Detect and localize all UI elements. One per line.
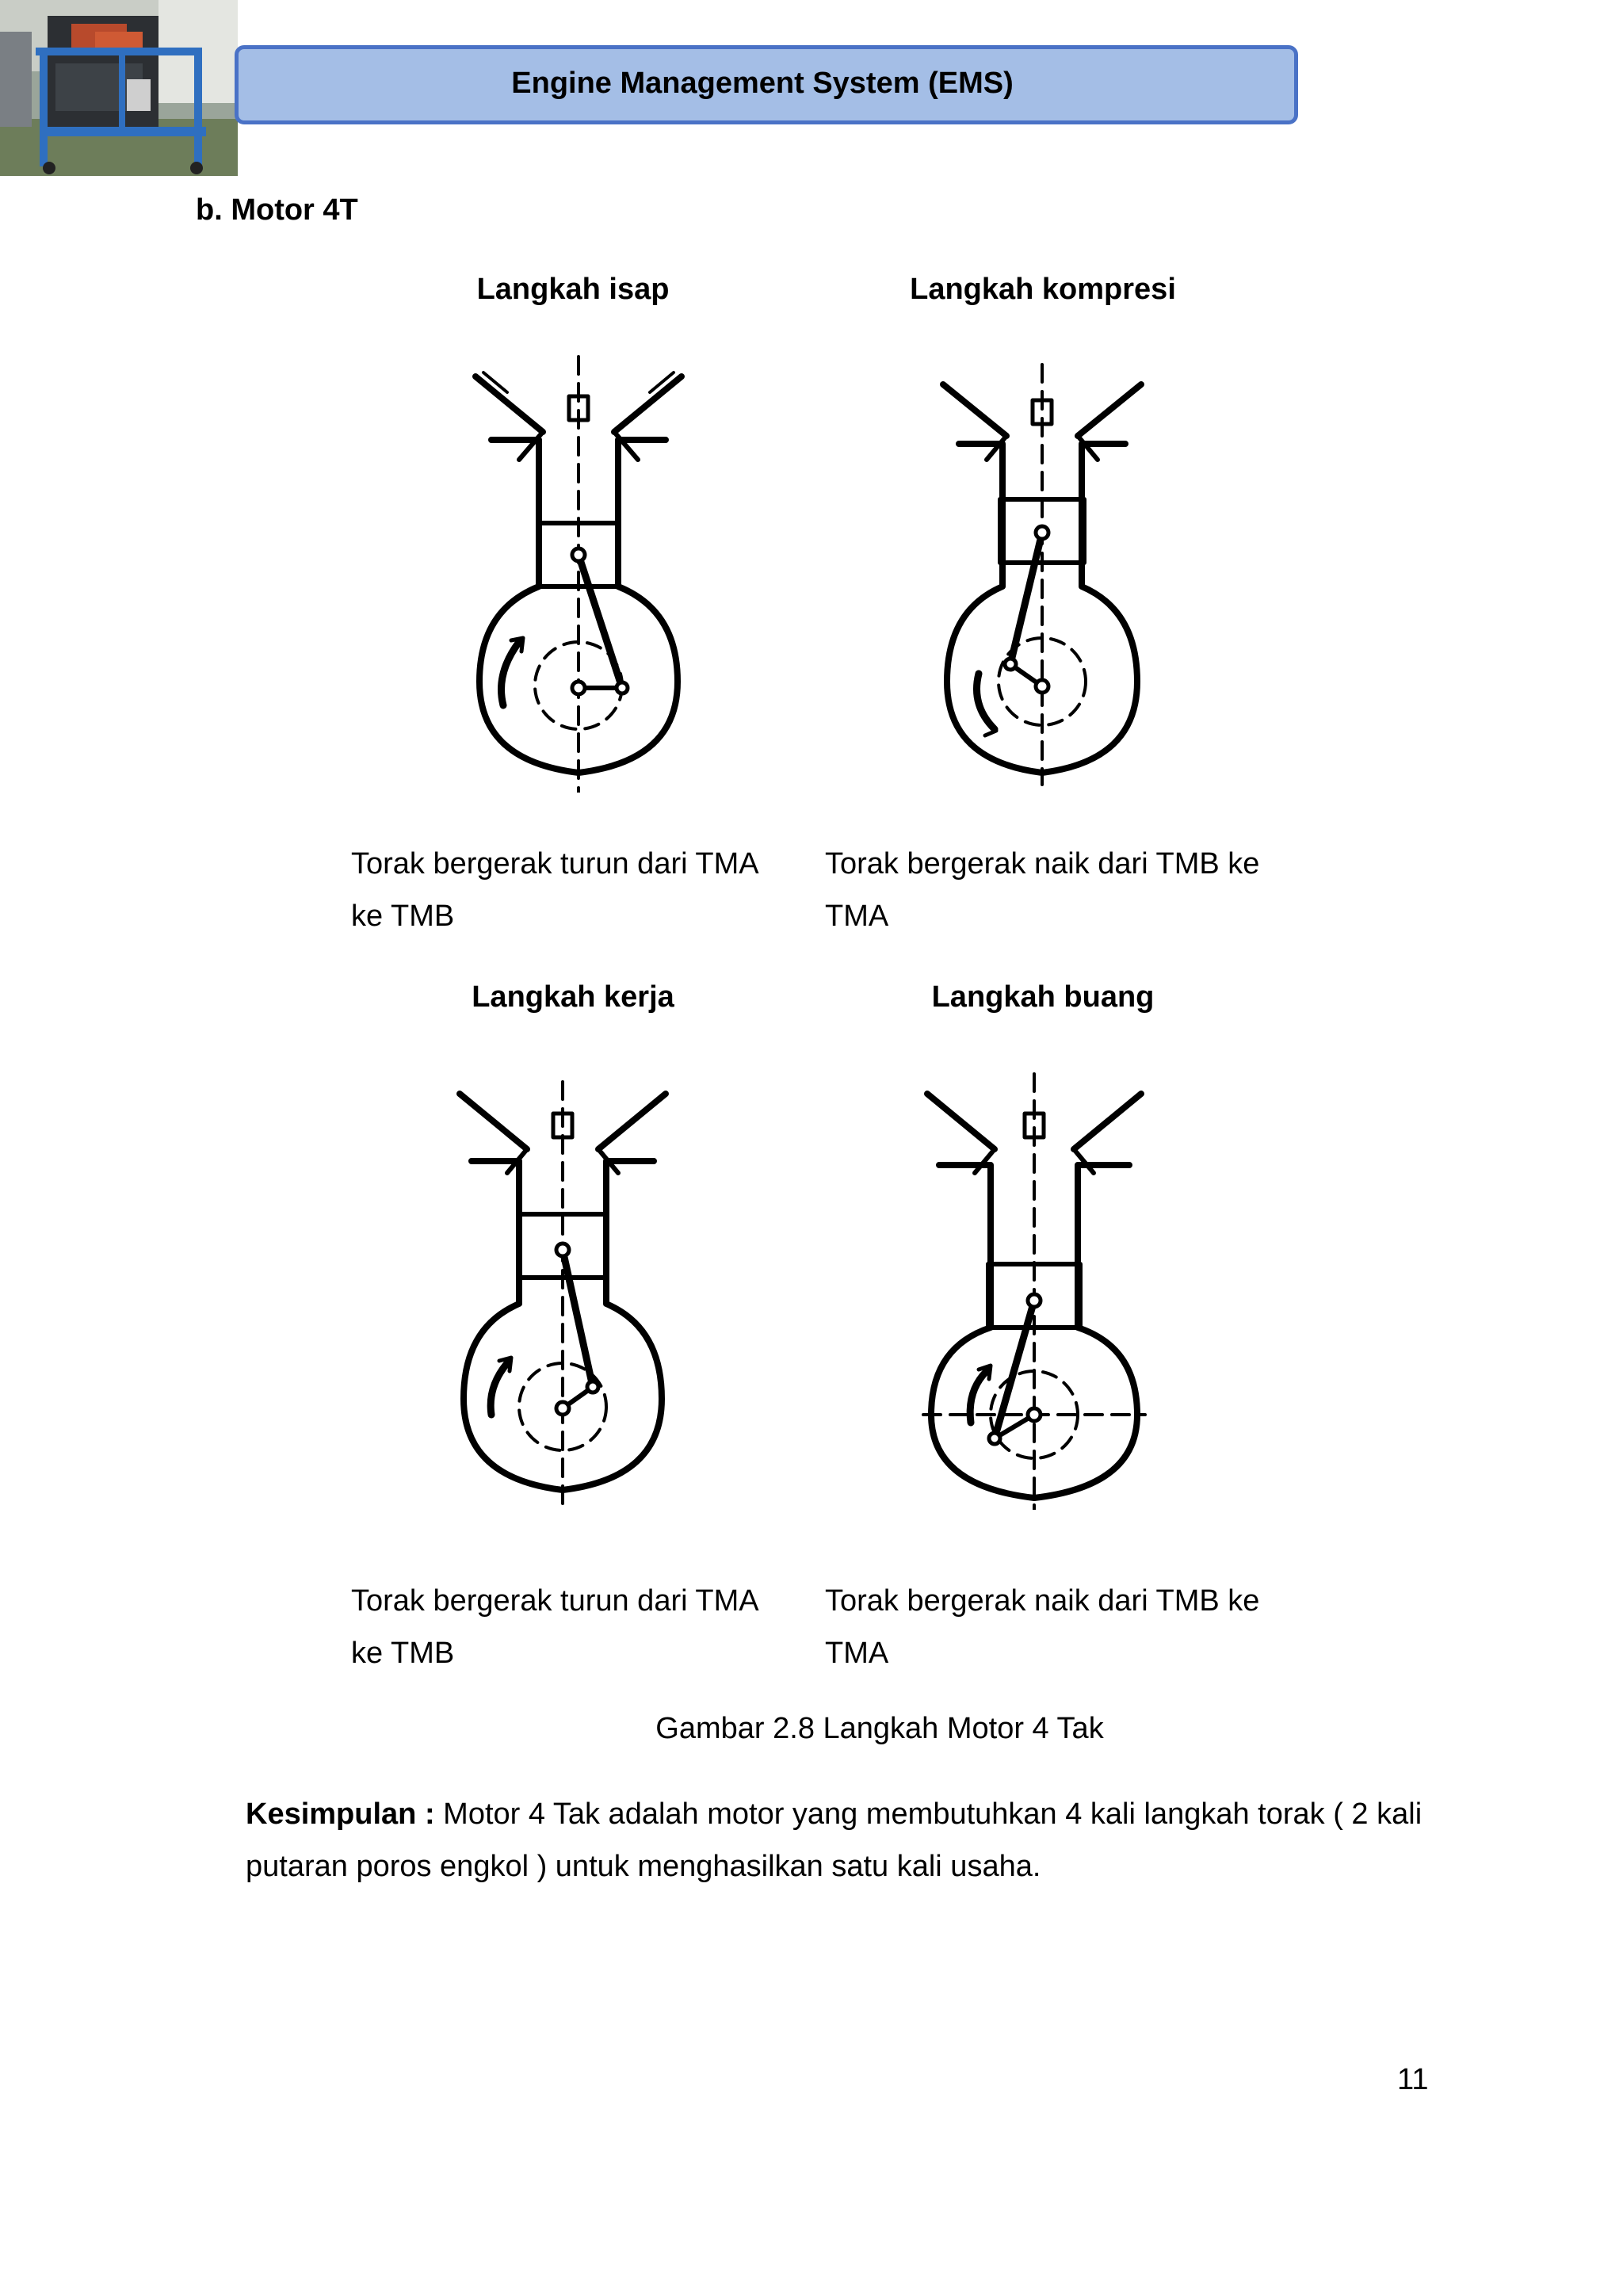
- engine-diagram-buang: [915, 1066, 1153, 1510]
- engine-diagram-isap: [460, 349, 697, 793]
- engine-trainer-photo: [0, 0, 238, 176]
- header-banner: [235, 45, 1298, 124]
- step-description-buang-line: Torak bergerak naik dari TMB ke: [825, 1584, 1260, 1618]
- header-title: Engine Management System (EMS): [511, 66, 1014, 100]
- step-title-kerja: Langkah kerja: [472, 980, 674, 1014]
- section-title: b. Motor 4T: [196, 193, 358, 227]
- step-description-buang: [825, 1575, 1269, 1679]
- engine-diagram-kerja: [444, 1066, 682, 1510]
- figure-caption: Gambar 2.8 Langkah Motor 4 Tak: [655, 1712, 1104, 1745]
- step-description-isap-line: Torak bergerak turun dari TMA: [351, 847, 759, 881]
- step-description-buang-line: TMA: [825, 1637, 889, 1670]
- step-title-buang: Langkah buang: [931, 980, 1155, 1014]
- conclusion-label: Kesimpulan :: [246, 1797, 435, 1831]
- conclusion-text: Motor 4 Tak adalah motor yang membutuhkan 4 kali langkah torak ( 2 kali putaran poros engkol ) untuk menghasilkan satu kali usaha.: [246, 1797, 1423, 1883]
- step-description-kerja-line: Torak bergerak turun dari TMA: [351, 1584, 759, 1618]
- step-description-isap-line: ke TMB: [351, 900, 455, 933]
- step-description-kompresi-line: Torak bergerak naik dari TMB ke: [825, 847, 1260, 881]
- step-description-kompresi-line: TMA: [825, 900, 889, 933]
- step-title-isap: Langkah isap: [476, 273, 670, 306]
- step-description-kerja: [351, 1575, 795, 1679]
- step-description-kompresi: [825, 838, 1269, 942]
- step-description-kerja-line: ke TMB: [351, 1637, 455, 1670]
- step-title-kompresi: Langkah kompresi: [910, 273, 1176, 306]
- engine-diagram-kompresi: [923, 349, 1161, 793]
- page-number: 11: [1397, 2063, 1429, 2096]
- conclusion-paragraph: [246, 1788, 1450, 1893]
- step-description-isap: [351, 838, 795, 942]
